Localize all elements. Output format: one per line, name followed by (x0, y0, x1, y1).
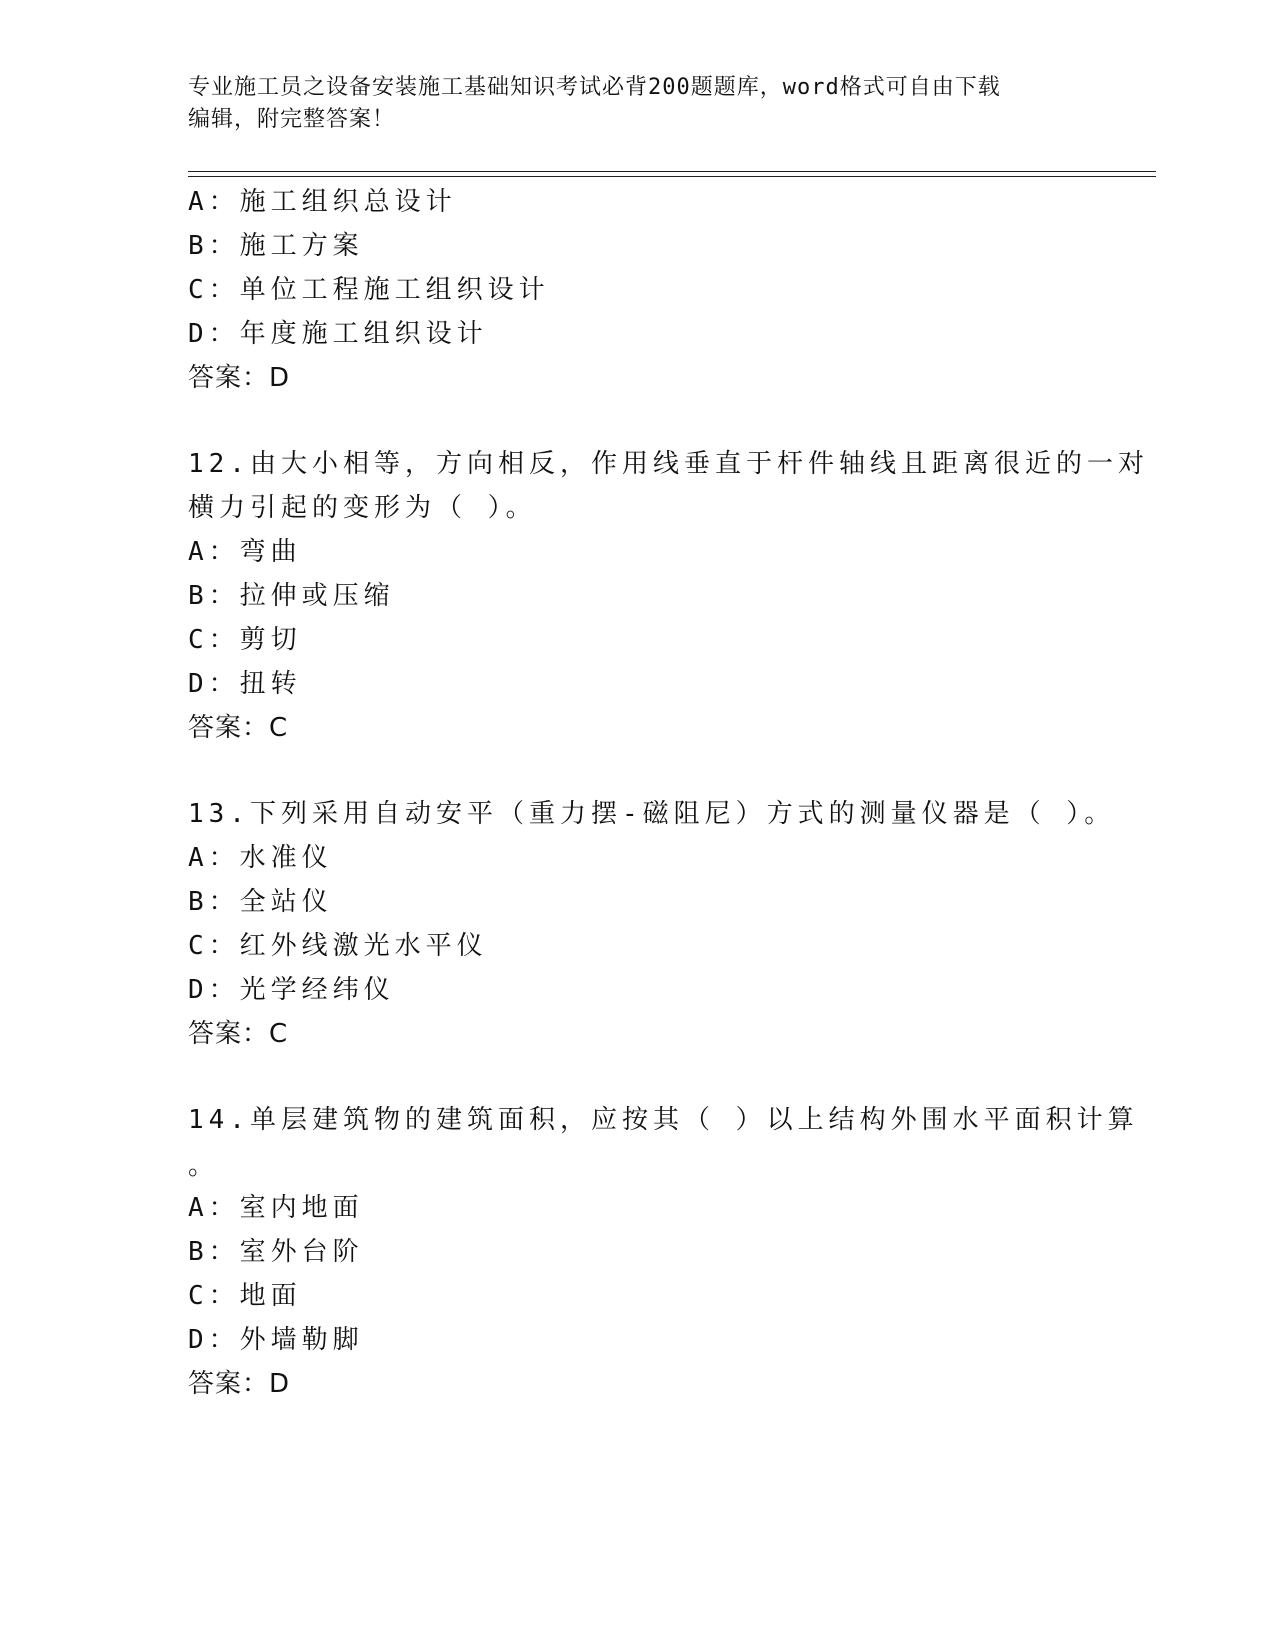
option-d: D：光学经纬仪 (188, 975, 395, 1005)
question-stem-line-1: 12.由大小相等，方向相反，作用线垂直于杆件轴线且距离很近的一对 (188, 449, 1149, 479)
option-b: B：室外台阶 (188, 1237, 364, 1267)
document-header (188, 72, 1088, 136)
option-d: D：扭转 (188, 669, 302, 699)
question-stem-line-1: 13.下列采用自动安平（重力摆-磁阻尼）方式的测量仪器是（ ）。 (188, 799, 1116, 829)
option-c: C：剪切 (188, 625, 302, 655)
header-divider-top (188, 171, 1156, 172)
option-a: A：施工组织总设计 (188, 187, 457, 217)
answer: 答案：C (188, 713, 289, 743)
option-b: B：拉伸或压缩 (188, 581, 395, 611)
option-b: B：施工方案 (188, 231, 364, 261)
answer: 答案：C (188, 1019, 289, 1049)
option-b: B：全站仪 (188, 887, 333, 917)
header-title-line-1: 专业施工员之设备安装施工基础知识考试必背200题题库，word格式可自由下载 (188, 75, 1001, 100)
header-divider-bottom (188, 176, 1156, 177)
question-stem-line-2: 横力引起的变形为（ ）。 (188, 493, 537, 523)
answer: 答案：D (188, 1369, 291, 1399)
question-stem-line-1: 14.单层建筑物的建筑面积，应按其（ ）以上结构外围水平面积计算 (188, 1105, 1139, 1135)
option-c: C：地面 (188, 1281, 302, 1311)
option-c: C：单位工程施工组织设计 (188, 275, 550, 305)
header-title-line-2: 编辑，附完整答案！ (188, 107, 396, 132)
option-c: C：红外线激光水平仪 (188, 931, 488, 961)
option-a: A：弯曲 (188, 537, 302, 567)
option-d: D：外墙勒脚 (188, 1325, 364, 1355)
question-stem-line-2: 。 (188, 1151, 220, 1181)
option-a: A：水准仪 (188, 843, 333, 873)
option-d: D：年度施工组织设计 (188, 319, 488, 349)
answer: 答案：D (188, 363, 291, 393)
option-a: A：室内地面 (188, 1193, 364, 1223)
